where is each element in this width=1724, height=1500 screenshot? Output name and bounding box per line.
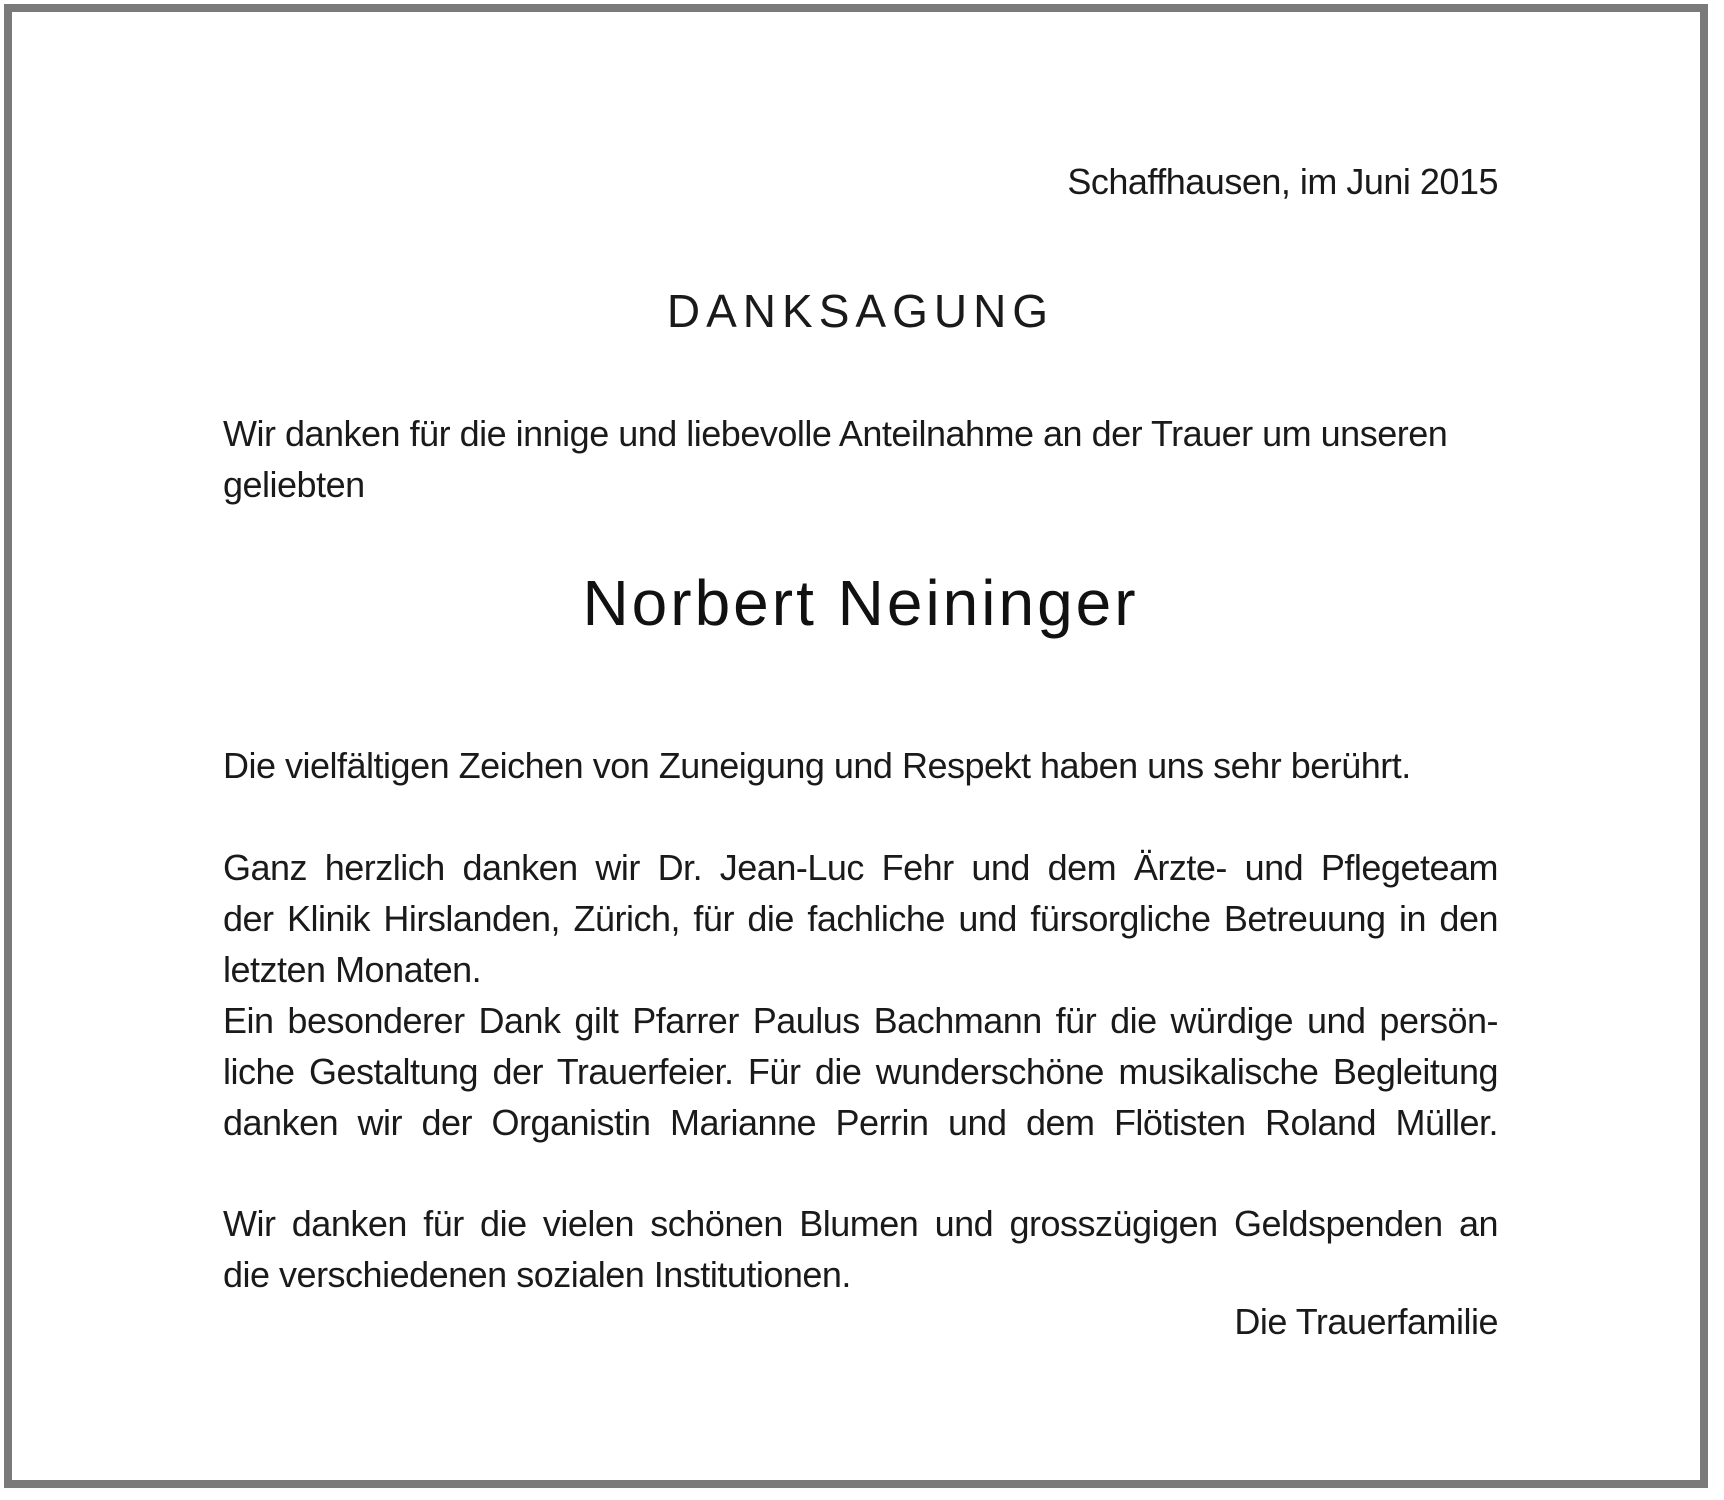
paragraph-2-line-6: danken wir der Organistin Marianne Perrin und dem Flötisten Roland Müller. (223, 1102, 1498, 1143)
paragraph-2-line-2: der Klinik Hirslanden, Zürich, für die fachliche und fürsorgliche Betreuung in den (223, 898, 1498, 939)
paragraph-2-line-1: Ganz herzlich danken wir Dr. Jean-Luc Fehr und dem Ärzte- und Pflegeteam (223, 847, 1498, 888)
intro-paragraph (223, 408, 1498, 510)
paragraph-2-line-3: letzten Monaten. (223, 949, 482, 990)
intro-line-2: geliebten (223, 464, 365, 505)
paragraph-3-line-2: die verschiedenen sozialen Institutionen. (223, 1254, 851, 1295)
intro-line-1: Wir danken für die innige und liebevolle Anteilnahme an der Trauer um unseren (223, 413, 1448, 454)
paragraph-2-line-5: liche Gestaltung der Trauerfeier. Für die wunderschöne musikalische Begleitung (223, 1051, 1498, 1092)
paragraph-1: Die vielfältigen Zeichen von Zuneigung und Respekt haben uns sehr berührt. (223, 745, 1411, 786)
signature: Die Trauerfamilie (1234, 1301, 1498, 1342)
paragraph-3-line-1: Wir danken für die vielen schönen Blumen und grosszügigen Geldspenden an (223, 1203, 1498, 1244)
paragraph-2 (223, 842, 1498, 1148)
deceased-name: Norbert Neininger (582, 567, 1139, 639)
paragraph-2-line-4: Ein besonderer Dank gilt Pfarrer Paulus Bachmann für die würdige und persön- (223, 1000, 1498, 1041)
place-date: Schaffhausen, im Juni 2015 (1067, 161, 1498, 202)
paragraph-3 (223, 1198, 1498, 1300)
notice-heading: DANKSAGUNG (666, 285, 1055, 337)
